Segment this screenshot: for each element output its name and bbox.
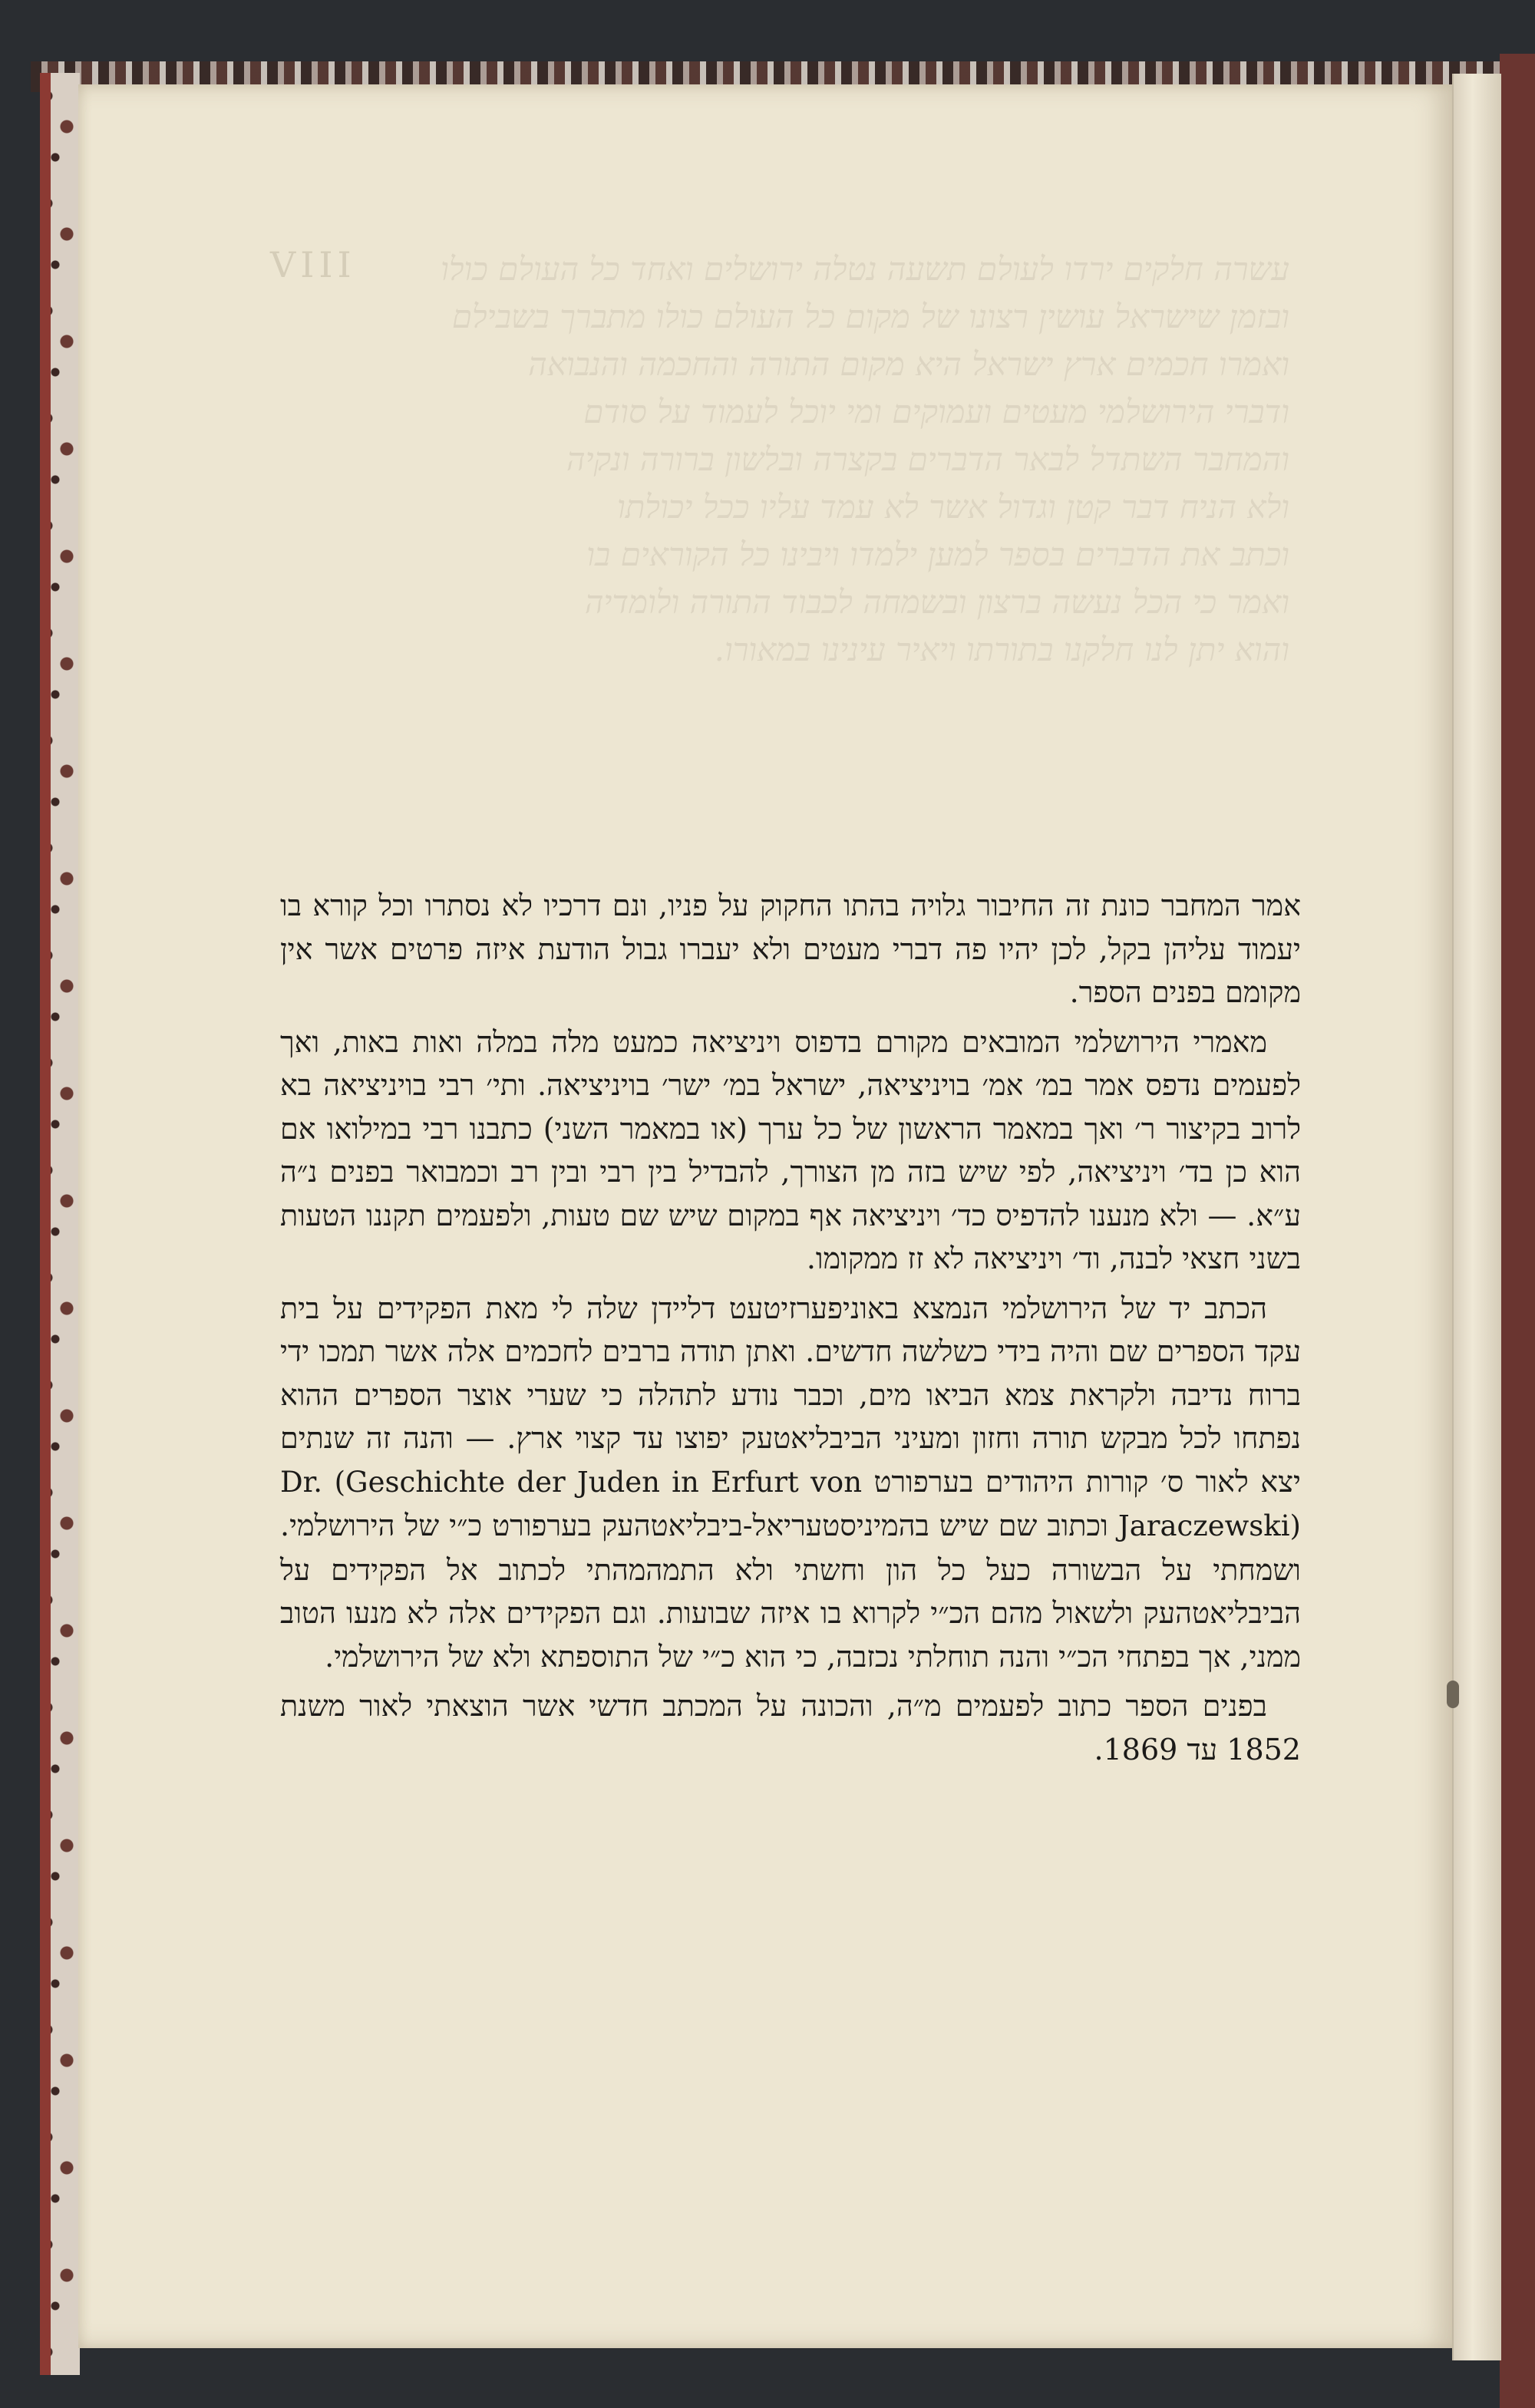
book-binding-right <box>1500 54 1535 2408</box>
paragraph-text <box>322 1465 335 1499</box>
bleed-line: והוא יתן לנו חלקנו בתורתו ויאיר עינינו במאורו. <box>714 631 1289 668</box>
bleed-line: ואמרו חכמים ארץ ישראל היא מקום התורה והחכמה והנבואה <box>528 345 1289 383</box>
page-marker <box>1447 1681 1459 1708</box>
latin-citation: Dr. Jaraczewski) <box>280 1465 1301 1542</box>
page-body-text <box>280 884 1301 1771</box>
paragraph-text: וכתוב שם שיש בהמיניסטעריאל-ביבליאטהעק בערפורט כ״י של הירושלמי. ושמחתי על הבשורה כעל כל הון וחשתי ולא התמהמהתי לכתוב אל הפקידים על הביבליאטהעק ולשאול מהם הכ״י לקרוא בו איזה שבועות. וגם הפקידים אלה לא מנעו הטוב ממני, אך בפתחי הכ״י והנה תוחלתי נכזבה, כי הוא כ״י של התוספתא ולא של הירושלמי. <box>280 1509 1301 1674</box>
bleed-line: ודברי הירושלמי מעטים ועמוקים ומי יוכל לעמוד על סודם <box>583 393 1289 430</box>
bleed-line: ואמר כי הכל נעשה ברצון ובשמחה לכבוד התורה ולומדיה <box>584 583 1289 621</box>
bleed-through-text <box>261 246 1289 674</box>
bleed-line: עשרה חלקים ירדו לעולם תשעה נטלה ירושלים ואחד כל העולם כולו <box>441 250 1289 288</box>
bleed-line: ולא הניח דבר קטן וגדול אשר לא עמד עליו ככל יכולתו <box>617 488 1289 526</box>
paragraph-text: מאמרי הירושלמי המובאים מקורם בדפוס ויניציאה כמעט מלה במלה ואות באות, ואך לפעמים נדפס אמר במ׳ אמ׳ בויניציאה, ישראל במ׳ ישר׳ בויניציאה. ותי׳ רבי בויניציאה בא לרוב בקיצור ר׳ ואך במאמר הראשון של כל ערך (או במאמר השני) כתבנו רבי במילואו אם הוא כן בד׳ ויניציאה, לפי שיש בזה מן הצורך, להבדיל בין רבי ובין רב וכמבואר בפנים נ״ה ע״א. — ולא מנענו להדפיס כד׳ ויניציאה אף במקום שיש שם טעות, ולפעמים תקננו הטעות בשני חצאי לבנה, וד׳ ויניציאה לא זז ממקומו. <box>280 1024 1301 1275</box>
bleed-line: והמחבר השתדל לבאר הדברים בקצרה ובלשון ברורה ונקיה <box>566 440 1289 478</box>
paragraph-text: הכתב יד של הירושלמי הנמצא באוניפערזיטעט דליידן שלה לי מאת הפקידים על בית עקד הספרים שם והיה בידי כשלשה חדשים. ואתן תודה ברבים לחכמים אלה אשר תמכו ידי ברוח נדיבה ולקראת צמא הביאו מים, וכבר נודע לתהלה כי שערי אוצר הספרים ההוא נפתחו לכל מבקש תורה וחזון ומעיני הביבליאטעק יפוצו עד קצוי ארץ. — והנה זה שנתים יצא לאור ס׳ קורות היהודים בערפורט <box>280 1291 1301 1499</box>
paragraph <box>280 1287 1301 1679</box>
latin-citation: (Geschichte der Juden in Erfurt von <box>334 1465 863 1499</box>
paragraph-text: בפנים הספר כתוב לפעמים מ״ה, והכונה על המכתב חדשי אשר הוצאתי לאור משנת 1852 עד 1869. <box>280 1689 1301 1766</box>
bleed-line: ובזמן שישראל עושין רצונו של מקום כל העולם כולו מתברך בשבילם <box>451 298 1289 335</box>
book-binding-left <box>40 73 51 2375</box>
paragraph <box>280 1021 1301 1281</box>
paragraph <box>280 884 1301 1014</box>
paragraph-text: אמר המחבר כונת זה החיבור גלויה בהתו החקוק על פניו, ונם דרכיו לא נסתרו וכל קורא בו יעמוד עליהן בקל, לכן יהיו פה דברי מעטים ולא יעברו גבול הודעת איזה פרטים אשר אין מקומם בפנים הספר. <box>280 889 1301 1009</box>
bleed-through-page-number: VIII <box>270 244 356 285</box>
facing-page-edge <box>1452 74 1501 2360</box>
bleed-line: וכתב את הדברים בספר למען ילמדו ויבינו כל הקוראים בו <box>586 536 1289 573</box>
paragraph <box>280 1684 1301 1771</box>
